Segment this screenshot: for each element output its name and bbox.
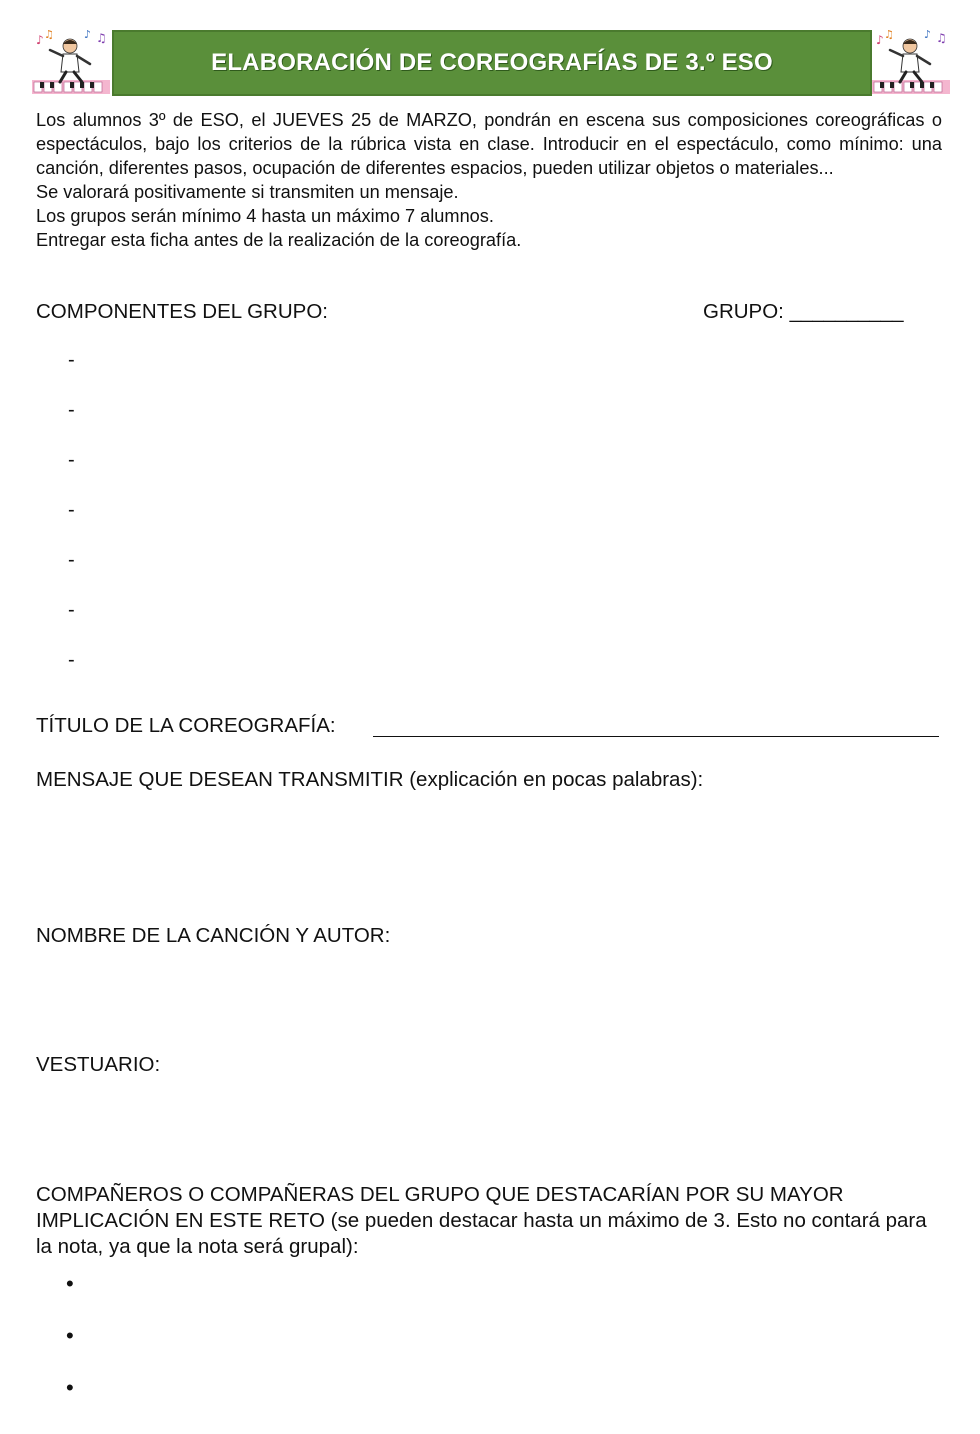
dancer-illustration-icon bbox=[30, 28, 112, 96]
components-row bbox=[36, 300, 942, 324]
title-input-line[interactable] bbox=[373, 736, 939, 737]
message-label: MENSAJE QUE DESEAN TRANSMITIR (explicación en pocas palabras): bbox=[36, 768, 704, 791]
title-label: TÍTULO DE LA COREOGRAFÍA: bbox=[36, 714, 336, 737]
costume-label: VESTUARIO: bbox=[36, 1053, 161, 1076]
intro-text bbox=[36, 108, 942, 252]
highlight-list bbox=[66, 1272, 74, 1428]
member-list bbox=[68, 348, 75, 698]
member-dash[interactable]: - bbox=[68, 399, 75, 421]
svg-text:♪: ♪ bbox=[36, 33, 44, 47]
components-label: COMPONENTES DEL GRUPO: bbox=[36, 300, 328, 323]
intro-paragraph: Los alumnos 3º de ESO, el JUEVES 25 de MARZO, pondrán en escena sus composiciones coreográficas o espectáculos, bajo los criterios de la rúbrica vista en clase. Introducir en el espectáculo, como mínimo: una canción, diferentes pasos, ocupación de diferentes espacios, pueden utilizar objetos o materiales... bbox=[36, 110, 942, 178]
page-header bbox=[30, 28, 952, 96]
group-field[interactable]: GRUPO: __________ bbox=[703, 300, 904, 323]
svg-text:♫: ♫ bbox=[96, 31, 107, 45]
highlight-bullet[interactable]: • bbox=[66, 1271, 74, 1296]
member-dash[interactable]: - bbox=[68, 599, 75, 621]
song-label: NOMBRE DE LA CANCIÓN Y AUTOR: bbox=[36, 924, 391, 947]
svg-text:♫: ♫ bbox=[884, 28, 894, 41]
member-dash[interactable]: - bbox=[68, 449, 75, 471]
svg-text:♪: ♪ bbox=[924, 28, 932, 41]
highlight-text: COMPAÑEROS O COMPAÑERAS DEL GRUPO QUE DESTACARÍAN POR SU MAYOR IMPLICACIÓN EN ESTE RETO (se pueden destacar hasta un máximo de 3. Esto no contará para la nota, ya que la nota será grupal): bbox=[36, 1183, 927, 1258]
intro-deliver-line: Entregar esta ficha antes de la realización de la coreografía. bbox=[36, 230, 522, 250]
title-banner bbox=[112, 30, 872, 96]
member-dash[interactable]: - bbox=[68, 499, 75, 521]
highlight-bullet[interactable]: • bbox=[66, 1323, 74, 1348]
page-title: ELABORACIÓN DE COREOGRAFÍAS DE 3.º ESO bbox=[211, 49, 773, 76]
member-dash[interactable]: - bbox=[68, 549, 75, 571]
member-dash[interactable]: - bbox=[68, 349, 75, 371]
intro-group-size-line: Los grupos serán mínimo 4 hasta un máximo 7 alumnos. bbox=[36, 206, 494, 226]
dancer-illustration-icon bbox=[870, 28, 952, 96]
highlight-bullet[interactable]: • bbox=[66, 1375, 74, 1400]
svg-text:♫: ♫ bbox=[936, 31, 947, 45]
svg-text:♪: ♪ bbox=[876, 33, 884, 47]
member-dash[interactable]: - bbox=[68, 649, 75, 671]
svg-text:♪: ♪ bbox=[84, 28, 92, 41]
svg-text:♫: ♫ bbox=[44, 28, 54, 41]
intro-message-line: Se valorará positivamente si transmiten un mensaje. bbox=[36, 182, 459, 202]
